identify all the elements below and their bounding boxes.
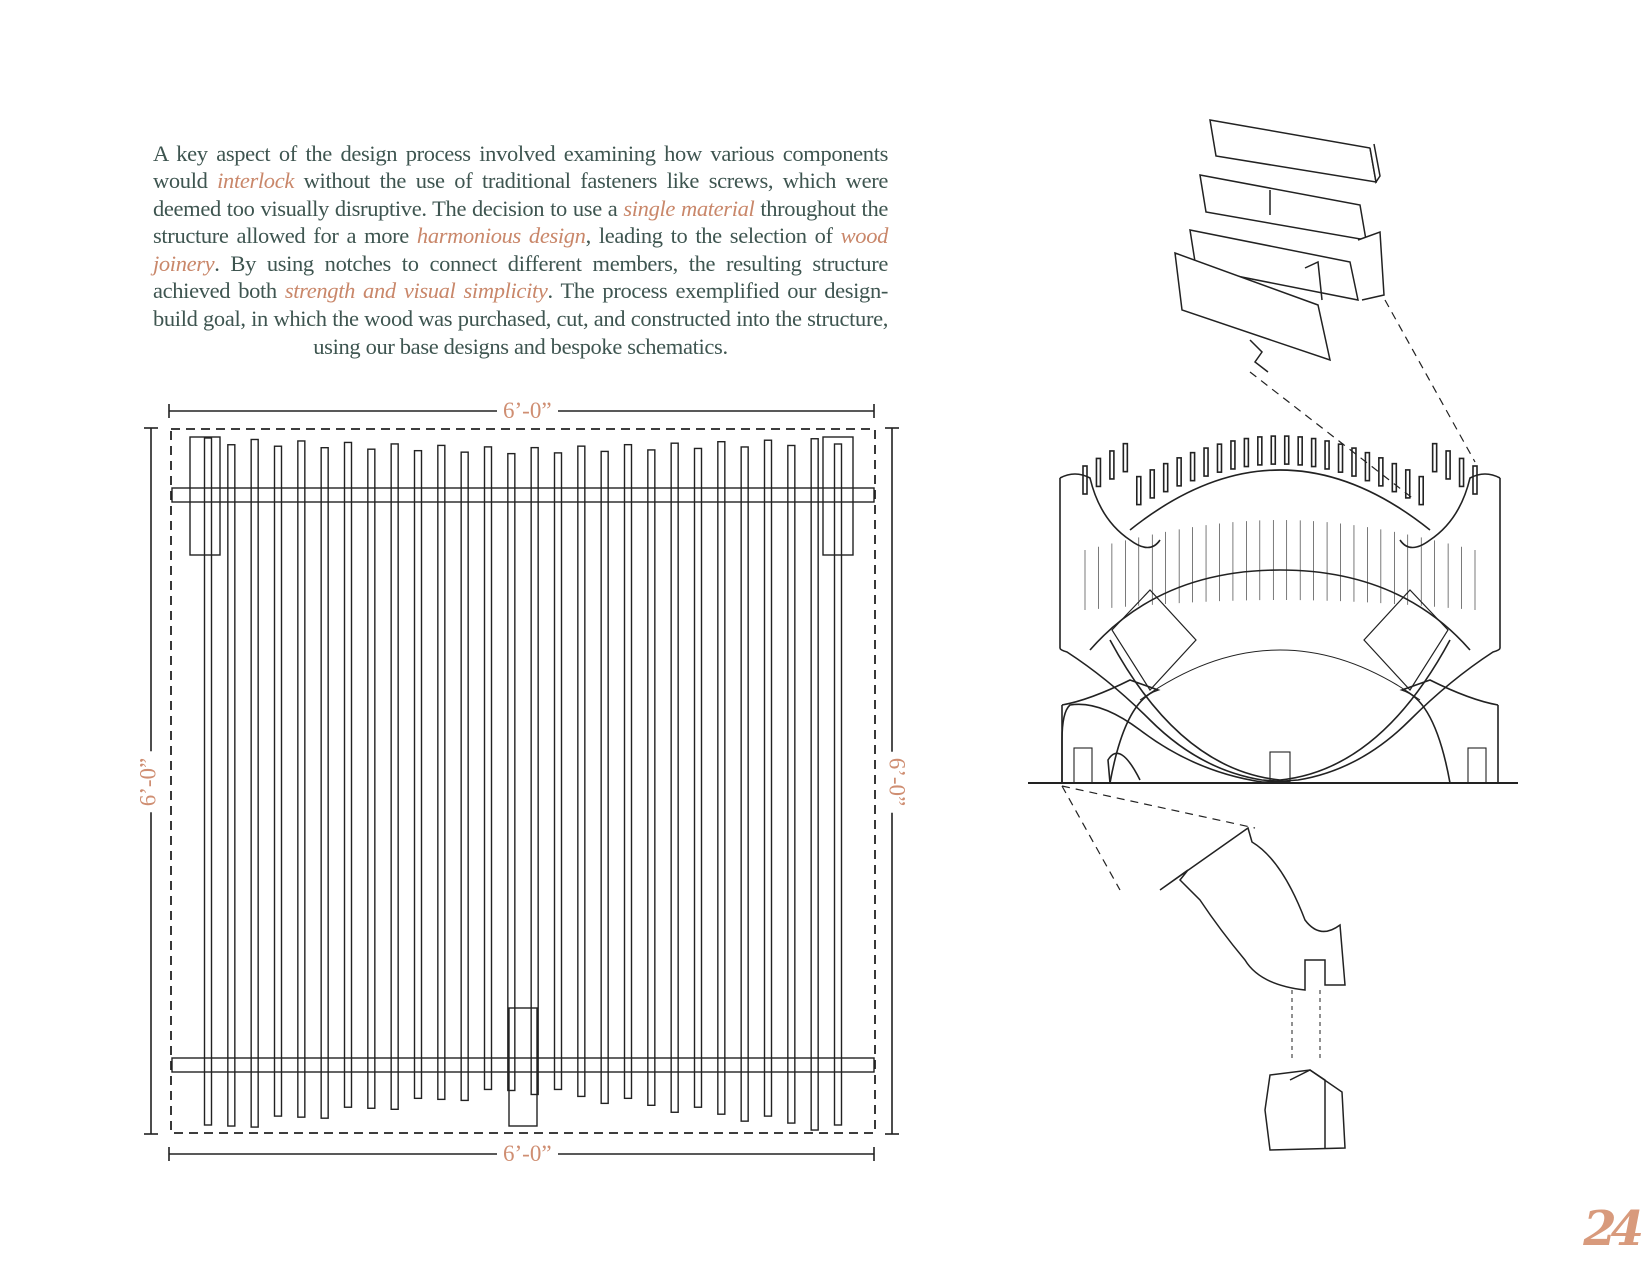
intro-text: throughout the structure allowed for a more <box>153 195 888 249</box>
leg-joint-detail <box>1160 828 1345 1150</box>
slat <box>811 439 818 1130</box>
slat <box>648 450 655 1105</box>
elevation-slat <box>1258 437 1262 465</box>
slat <box>695 448 702 1107</box>
elevation-view <box>1028 300 1518 890</box>
slats <box>205 438 842 1130</box>
elevation-slat <box>1285 436 1289 464</box>
slat <box>531 448 538 1095</box>
slat <box>485 447 492 1090</box>
highlight-interlock: interlock <box>217 168 294 194</box>
seat-curve <box>1090 570 1470 650</box>
elevation-slat <box>1392 464 1396 492</box>
elevation-slat <box>1123 444 1127 472</box>
slat <box>508 454 515 1091</box>
elevation-slat <box>1083 466 1087 494</box>
bottom-beam <box>172 1058 874 1072</box>
slat <box>391 444 398 1109</box>
elevation-slat <box>1164 464 1168 492</box>
slat-joint-detail <box>1175 120 1384 372</box>
slat <box>368 449 375 1108</box>
right-frame <box>1270 474 1500 782</box>
slat <box>578 446 585 1096</box>
elevation-slat <box>1433 444 1437 472</box>
elevation-slat <box>1419 477 1423 505</box>
slat <box>765 440 772 1116</box>
slat <box>741 447 748 1121</box>
elevation-slat <box>1110 451 1114 479</box>
elevation-slat <box>1339 444 1343 472</box>
elevation-slat <box>1204 448 1208 476</box>
page-number: 24 <box>1583 1201 1638 1257</box>
elevation-slat <box>1191 453 1195 481</box>
highlight-harmonious-design: harmonious design <box>416 223 586 249</box>
elevation-slat <box>1379 458 1383 486</box>
plan-boundary <box>171 429 875 1133</box>
dimension-left: 6’-0” <box>136 752 160 813</box>
elevation-slat <box>1244 439 1248 467</box>
highlight-wood-joinery: wood joinery <box>153 223 888 276</box>
elevation-slat <box>1217 444 1221 472</box>
intro-text: . By using notches to connect different members, the resulting structure achieved both <box>153 250 888 304</box>
elevation-slat <box>1460 458 1464 486</box>
elevation-slat <box>1312 439 1316 467</box>
slat <box>555 453 562 1090</box>
intro-text: . The process exemplified our design-build goal, in which the wood was purchased, cut, and constructed into the structure, using our base designs and bespoke schematics. <box>153 278 888 359</box>
slat <box>601 451 608 1103</box>
slat <box>718 442 725 1114</box>
left-frame <box>1060 474 1290 783</box>
elevation-slat <box>1271 436 1275 464</box>
intro-text: , leading to the selection of <box>585 223 841 249</box>
slat <box>205 438 212 1125</box>
slat <box>625 445 632 1099</box>
highlight-strength-simplicity: strength and visual simplicity <box>284 278 548 304</box>
elevation-slat <box>1137 477 1141 505</box>
slat <box>251 439 258 1127</box>
plan-view <box>144 404 899 1161</box>
dimension-top: 6’-0” <box>497 399 558 423</box>
slat <box>788 445 795 1123</box>
elevation-slat <box>1298 437 1302 465</box>
elevation-slat <box>1365 453 1369 481</box>
elevation-slat <box>1325 441 1329 469</box>
arch-top <box>1130 470 1430 530</box>
highlight-single-material: single material <box>623 195 755 221</box>
elevation-slat <box>1177 458 1181 486</box>
intro-text: without the use of traditional fasteners like screws, which were deemed too visually disruptive. The decision to use a <box>153 168 888 221</box>
slat <box>275 446 282 1116</box>
intro-text: A key aspect of the design process involved examining how various components would <box>153 140 888 194</box>
slat <box>321 448 328 1118</box>
seat-bottom <box>1110 640 1450 780</box>
elevation-slat <box>1231 441 1235 469</box>
left-leg <box>1062 680 1158 783</box>
slat <box>438 445 445 1099</box>
elevation-slat <box>1473 466 1477 494</box>
right-leg <box>1402 680 1498 783</box>
slat <box>461 452 468 1100</box>
slat <box>298 441 305 1117</box>
elevation-slats <box>1083 436 1477 610</box>
slat <box>415 451 422 1099</box>
dimension-bottom: 6’-0” <box>497 1142 558 1166</box>
elevation-slat <box>1096 458 1100 486</box>
dimension-right: 6’-0” <box>884 752 908 813</box>
dimension-lines <box>144 404 899 1161</box>
slat <box>228 445 235 1126</box>
slat <box>345 442 352 1107</box>
slat <box>671 443 678 1112</box>
elevation-slat <box>1446 451 1450 479</box>
elevation-slat <box>1150 470 1154 498</box>
top-beam <box>172 488 874 502</box>
slat <box>835 444 842 1125</box>
